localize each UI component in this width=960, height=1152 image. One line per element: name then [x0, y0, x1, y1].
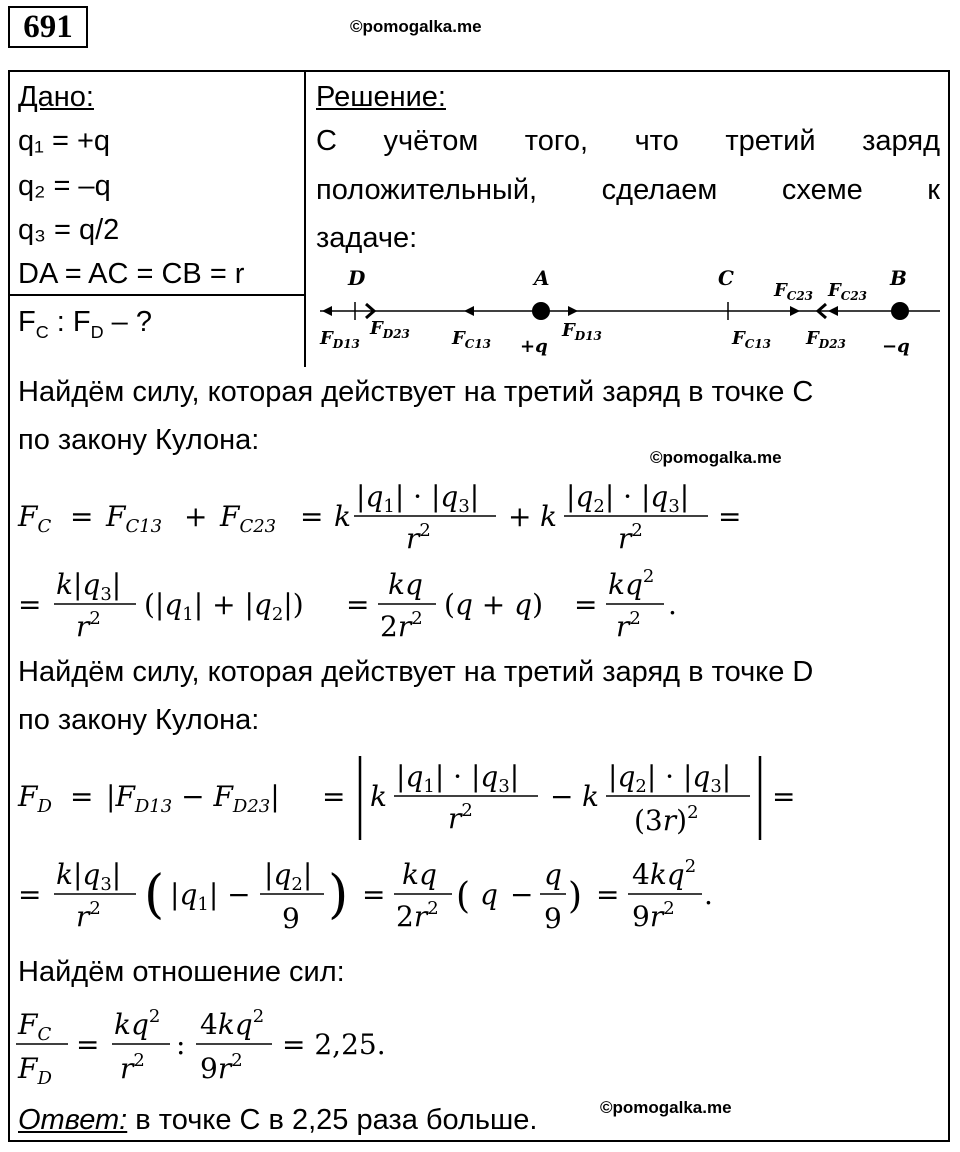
svg-text:|q1| · |q3|: $|q_1| \cdot |q_3|$: [356, 480, 480, 517]
svg-text:|q2|: $|q_2|$: [264, 858, 313, 895]
watermark-top: ©pomogalka.me: [350, 17, 482, 36]
svg-text:2r2: $2r^2$: [380, 608, 423, 643]
svg-text:=: =: [70, 500, 94, 533]
svg-text:=: =: [18, 588, 42, 621]
svg-text:FC23: $F_{C23}$: [220, 500, 277, 537]
svg-text:FC13: $F_{C13}$: [106, 500, 163, 537]
label-D: D: [348, 266, 366, 290]
charge-A-dot: [532, 302, 550, 320]
svg-text:r2: $r^2$: [406, 520, 431, 555]
svg-text:|q1| · |q3|: $|q_1| \cdot |q_3|$: [396, 760, 520, 797]
svg-text:kq2: $kq^2$: [608, 566, 655, 601]
solution-intro-2: положительный, сделаем схеме к: [316, 174, 940, 206]
force-diagram: [312, 262, 944, 362]
force-label-FC13-C: $F_{C13}$: [732, 328, 772, 351]
svg-text:=: =: [300, 500, 324, 533]
svg-text:.: .: [668, 588, 677, 621]
svg-text:kq: kq: [388, 568, 423, 601]
force-label-FD13-left: $F_{D13}$: [320, 328, 360, 351]
given-find: $F_C$ : $F_D$ – ?: [18, 306, 152, 342]
svg-text:k: k: [540, 500, 557, 533]
svg-text:=: =: [596, 878, 620, 911]
watermark-bottom: ©pomogalka.me: [600, 1098, 732, 1117]
given-distances: DA = AC = CB = r: [18, 258, 245, 290]
svg-text:−: −: [510, 878, 534, 911]
equation-fc-2: [10, 556, 950, 648]
charge-label-minus: −q: [882, 336, 910, 357]
find-fc-line1: Найдём силу, которая действует на третий заряд в точке С: [18, 376, 814, 408]
charge-B-dot: [891, 302, 909, 320]
force-label-FC23-left: $F_{C23}$: [774, 280, 814, 303]
svg-text:FC: $F_C$: [18, 500, 52, 537]
svg-text:r2: $r^2$: [618, 520, 643, 555]
svg-text:r2: $r^2$: [616, 608, 641, 643]
svg-text:): ): [568, 876, 583, 917]
svg-text:k: k: [582, 780, 599, 813]
watermark-middle: ©pomogalka.me: [650, 448, 782, 467]
label-C: C: [718, 266, 734, 290]
arrow-FD13-right-A: [568, 306, 578, 316]
force-label-FD13-A: $F_{D13}$: [562, 320, 602, 343]
svg-text:(|q1| + |q2|): $(|q_1| + |q_2|)$: [144, 588, 304, 625]
label-B: B: [890, 266, 907, 290]
svg-text:−: −: [550, 780, 574, 813]
svg-text:+: +: [508, 500, 532, 533]
svg-text:FD: $F_D$: [18, 1052, 52, 1089]
find-fd-line1: Найдём силу, которая действует на третий заряд в точке D: [18, 656, 814, 688]
svg-text:q: q: [544, 858, 562, 891]
force-label-FC23-right: $F_{C23}$: [828, 280, 868, 303]
svg-text:9r2: $9r^2$: [632, 898, 675, 933]
svg-text:9: 9: [544, 902, 562, 935]
force-label-FD23-right: $F_{D23}$: [806, 328, 846, 351]
arrow-FC23-right: [790, 306, 800, 316]
answer-label: Ответ:: [18, 1104, 128, 1136]
svg-text:=: =: [362, 878, 386, 911]
arrow-FD13-left: [322, 306, 332, 316]
svg-text:k|q3|: $k|q_3|$: [56, 858, 122, 895]
ratio-title: Найдём отношение сил:: [18, 956, 345, 988]
svg-text:|q2| · |q3|: $|q_2| \cdot |q_3|$: [566, 480, 690, 517]
find-fc-line2: по закону Кулона:: [18, 424, 260, 456]
svg-text:kq2: $kq^2$: [114, 1006, 161, 1041]
svg-text:|q1| −: $|q_1|$ −: [170, 878, 251, 915]
svg-text:+: +: [184, 500, 208, 533]
equation-fd-1: [10, 748, 950, 848]
svg-text:=: =: [18, 878, 42, 911]
force-label-FD23-left: $F_{D23}$: [370, 318, 410, 341]
svg-text:9: 9: [282, 902, 300, 935]
given-q2: q₂ = –q: [18, 170, 111, 202]
svg-text:9r2: $9r^2$: [200, 1050, 243, 1085]
problem-number: 691: [8, 6, 88, 48]
svg-text:FD: $F_D$: [18, 780, 52, 817]
svg-text::: :: [176, 1028, 186, 1061]
given-divider-vertical: [304, 70, 306, 367]
solution-intro-1: С учётом того, что третий заряд: [316, 125, 940, 157]
svg-text:4kq2: $4kq^2$: [632, 856, 697, 891]
svg-text:.: .: [704, 878, 713, 911]
svg-text:k: k: [370, 780, 387, 813]
svg-text:=: =: [718, 500, 742, 533]
svg-text:=: =: [772, 780, 796, 813]
svg-text:q: q: [480, 878, 498, 911]
given-q3: q₃ = q/2: [18, 214, 120, 246]
svg-text:r2: $r^2$: [448, 800, 473, 835]
svg-text:r2: $r^2$: [76, 898, 101, 933]
svg-text:k|q3|: $k|q_3|$: [56, 568, 122, 605]
svg-text:k: k: [334, 500, 351, 533]
equation-fc-1: [10, 468, 950, 560]
find-fd-line2: по закону Кулона:: [18, 704, 260, 736]
svg-text:(: (: [456, 876, 471, 917]
svg-text:=: =: [574, 588, 598, 621]
svg-text:): ): [328, 865, 349, 925]
svg-text:FC: $F_C$: [18, 1008, 52, 1045]
svg-text:=: =: [70, 780, 94, 813]
force-label-FC13-A: $F_{C13}$: [452, 328, 492, 351]
svg-text:(q + q): (q + q): [444, 588, 544, 621]
given-title: Дано:: [18, 81, 94, 113]
svg-text:kq: kq: [402, 858, 437, 891]
svg-text:2r2: $2r^2$: [396, 898, 439, 933]
svg-text:= 2,25.: = 2,25.: [282, 1028, 386, 1061]
svg-text:|q2| · |q3|: $|q_2| \cdot |q_3|$: [608, 760, 732, 797]
svg-text:4kq2: $4kq^2$: [200, 1006, 265, 1041]
answer-text: в точке С в 2,25 раза больше.: [127, 1104, 538, 1136]
solution-intro-3: задаче:: [316, 222, 418, 254]
arrow-FC13-left-A: [464, 306, 474, 316]
svg-text:r2: $r^2$: [120, 1050, 145, 1085]
svg-text:=: =: [76, 1028, 100, 1061]
svg-text:r2: $r^2$: [76, 608, 101, 643]
svg-text:(: (: [144, 865, 165, 925]
answer-line: [18, 1098, 537, 1142]
arrow-FC23-left: [828, 306, 838, 316]
svg-text:=: =: [322, 780, 346, 813]
svg-text:|FD13 − FD23|: $|F_{D13} - F_{D23}|$: [106, 780, 280, 817]
svg-text:=: =: [346, 588, 370, 621]
solution-title: Решение:: [316, 81, 446, 113]
label-A: A: [534, 266, 550, 290]
charge-label-plus: +q: [520, 336, 548, 357]
equation-ratio: [10, 996, 950, 1096]
svg-text:(3r)2: $(3r)^2$: [634, 802, 699, 837]
equation-fd-2: [10, 846, 950, 946]
given-q1: q₁ = +q: [18, 125, 111, 157]
